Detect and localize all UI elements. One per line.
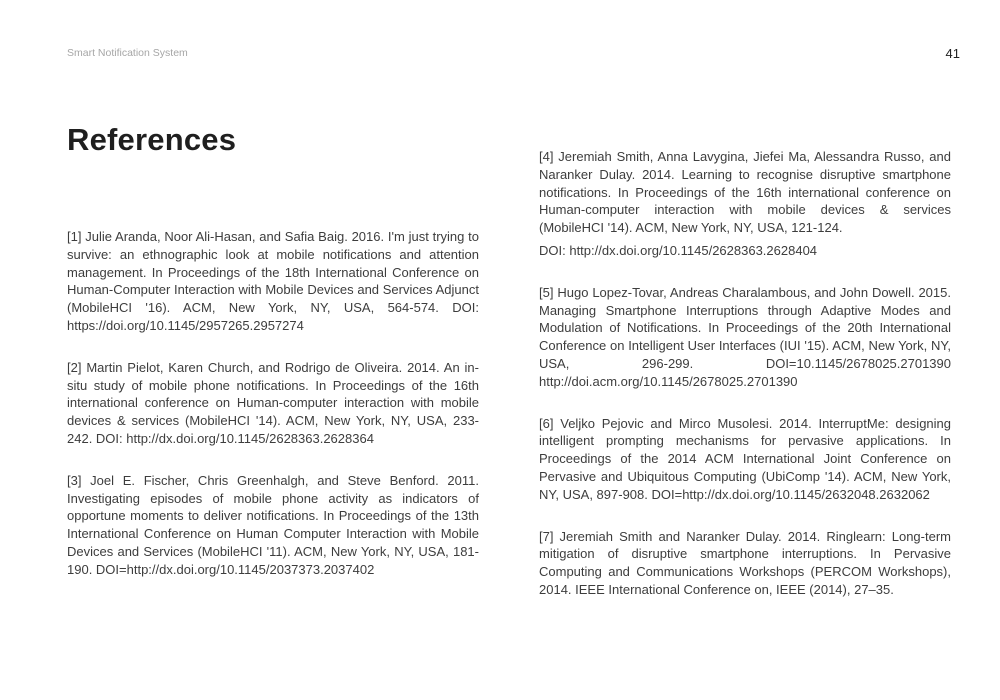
running-header: Smart Notification System (67, 47, 188, 59)
reference-7-group (539, 528, 951, 599)
references-right-column (539, 148, 951, 623)
reference-4-doi: DOI: http://dx.doi.org/10.1145/2628363.2628404 (539, 242, 818, 258)
reference-5: [5] Hugo Lopez-Tovar, Andreas Charalambous, and John Dowell. 2015. Managing Smartphone Interruptions through Adaptive Modes and Modulation of Notifications. In Proceedings of the 20th International Conference on Intelligent User Interfaces (IUI '15). ACM, New York, NY, USA, 296-299. DOI=10.1145/2678025.2701390 http://doi.acm.org/10.1145/2678025.2701390 (539, 284, 951, 389)
reference-2: [2] Martin Pielot, Karen Church, and Rodrigo de Oliveira. 2014. An in-situ study of mobile phone notifications. In Proceedings of the 16th international conference on Human-computer interaction with mobile devices & services (MobileHCI '14). ACM, New York, NY, USA, 233-242. DOI: http://dx.doi.org/10.1145/2628363.2628364 (67, 359, 479, 446)
reference-7: [7] Jeremiah Smith and Naranker Dulay. 2014. Ringlearn: Long-term mitigation of disruptive smartphone interruptions. In Pervasive Computing and Communications Workshops (PERCOM Workshops), 2014. IEEE International Conference on, IEEE (2014), 27–35. (539, 528, 951, 597)
reference-4: [4] Jeremiah Smith, Anna Lavygina, Jiefei Ma, Alessandra Russo, and Naranker Dulay. 2014. Learning to recognise disruptive smartphone notifications. In Proceedings of the 16th international conference on Human-computer interaction with mobile devices & services (MobileHCI '14). ACM, New York, NY, USA, 121-124. (539, 149, 951, 236)
page-title: References (67, 122, 237, 157)
page-number: 41 (945, 46, 960, 61)
reference-1: [1] Julie Aranda, Noor Ali-Hasan, and Safia Baig. 2016. I'm just trying to survive: an ethnographic look at mobile notifications and attention management. In Proceedings of the 18th International Conference on Human-Computer Interaction with Mobile Devices and Services Adjunct (MobileHCI '16). ACM, New York, NY, USA, 564-574. DOI: https://doi.org/10.1145/2957265.2957274 (67, 229, 479, 333)
reference-6-group (539, 415, 951, 504)
reference-3: [3] Joel E. Fischer, Chris Greenhalgh, and Steve Benford. 2011. Investigating episodes of mobile phone activity as indicators of opportune moments to deliver notifications. In Proceedings of the 13th International Conference on Human Computer Interaction with Mobile Devices and Services (MobileHCI '11). ACM, New York, NY, USA, 181-190. DOI=http://dx.doi.org/10.1145/2037373.2037402 (67, 472, 479, 577)
reference-4-group (539, 148, 951, 260)
reference-5-group (539, 284, 951, 391)
references-left-column (67, 228, 479, 603)
reference-6: [6] Veljko Pejovic and Mirco Musolesi. 2014. InterruptMe: designing intelligent prompting mechanisms for pervasive applications. In Proceedings of the 2014 ACM International Joint Conference on Pervasive and Ubiquitous Computing (UbiComp '14). ACM, New York, NY, USA, 897-908. DOI=http://dx.doi.org/10.1145/2632048.2632062 (539, 415, 951, 502)
